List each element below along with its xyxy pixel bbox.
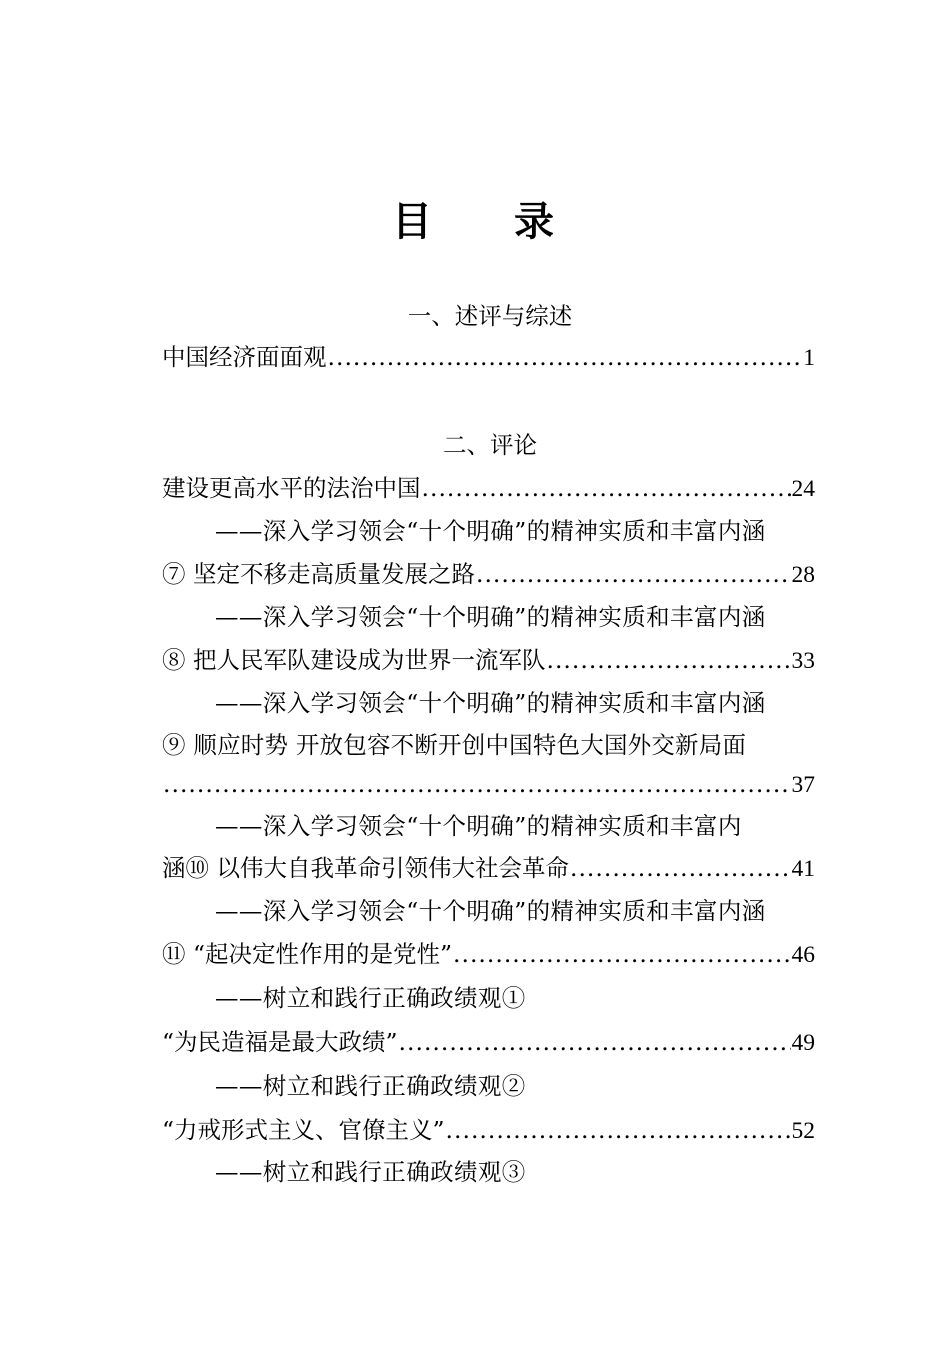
entry-title: 涵⑩ 以伟大自我革命引领伟大社会革命 <box>162 854 569 882</box>
toc-subtitle <box>162 891 815 931</box>
toc-entry[interactable] <box>162 1022 815 1062</box>
entry-title: 中国经济面面观 <box>162 343 327 371</box>
toc-subtitle <box>162 597 815 637</box>
section-heading <box>162 296 818 336</box>
dot-leader <box>399 1022 791 1062</box>
page-number: 46 <box>791 942 815 968</box>
toc-entry[interactable] <box>162 1110 815 1150</box>
toc-subtitle <box>162 1152 815 1192</box>
toc-entry[interactable] <box>162 848 815 888</box>
entry-title: ——深入学习领会“十个明确”的精神实质和丰富内 <box>215 812 742 840</box>
entry-title: ⑦ 坚定不移走高质量发展之路 <box>162 560 475 588</box>
entry-title: ——深入学习领会“十个明确”的精神实质和丰富内涵 <box>215 897 766 925</box>
toc-entry[interactable] <box>162 640 815 680</box>
page-number: 52 <box>791 1118 815 1144</box>
entry-title: ——树立和践行正确政绩观② <box>215 1072 526 1100</box>
section-heading <box>162 425 818 465</box>
dot-leader <box>476 554 791 594</box>
toc-subtitle <box>162 1066 815 1106</box>
dot-leader <box>570 848 791 888</box>
dot-leader <box>422 468 791 508</box>
page-number: 28 <box>791 562 815 588</box>
page-number: 33 <box>791 648 815 674</box>
toc-subtitle <box>162 683 815 723</box>
toc-entry <box>162 725 815 765</box>
entry-title: ——树立和践行正确政绩观① <box>215 984 526 1012</box>
entry-title: “力戒形式主义、官僚主义” <box>162 1116 445 1144</box>
page-number: 1 <box>803 345 815 371</box>
toc-entry[interactable] <box>162 764 815 804</box>
section-heading-text: 一、述评与综述 <box>407 302 573 330</box>
entry-title: 建设更高水平的法治中国 <box>162 474 421 502</box>
entry-title: ⑨ 顺应时势 开放包容不断开创中国特色大国外交新局面 <box>162 731 747 759</box>
page-number: 41 <box>791 856 815 882</box>
toc-entry[interactable] <box>162 934 815 974</box>
toc-entry[interactable] <box>162 337 815 377</box>
toc-title: 目 录 <box>392 198 588 245</box>
entry-title: ⑧ 把人民军队建设成为世界一流军队 <box>162 646 546 674</box>
entry-title: “为民造福是最大政绩” <box>162 1028 398 1056</box>
dot-leader <box>446 1110 791 1150</box>
page-number: 49 <box>791 1030 815 1056</box>
entry-title: ——树立和践行正确政绩观③ <box>215 1158 526 1186</box>
toc-entry[interactable] <box>162 554 815 594</box>
entry-title: ——深入学习领会“十个明确”的精神实质和丰富内涵 <box>215 517 766 545</box>
dot-leader <box>328 337 803 377</box>
toc-subtitle <box>162 511 815 551</box>
entry-title: ——深入学习领会“十个明确”的精神实质和丰富内涵 <box>215 603 766 631</box>
section-heading-text: 二、评论 <box>443 431 537 459</box>
page-number: 24 <box>791 476 815 502</box>
dot-leader <box>453 934 791 974</box>
page-number: 37 <box>791 772 815 798</box>
entry-title: ⑪ “起决定性作用的是党性” <box>162 940 452 968</box>
toc-entry[interactable] <box>162 468 815 508</box>
toc-subtitle <box>162 978 815 1018</box>
toc-subtitle <box>162 806 815 846</box>
dot-leader <box>546 640 790 680</box>
entry-title: ——深入学习领会“十个明确”的精神实质和丰富内涵 <box>215 689 766 717</box>
dot-leader <box>163 764 791 804</box>
